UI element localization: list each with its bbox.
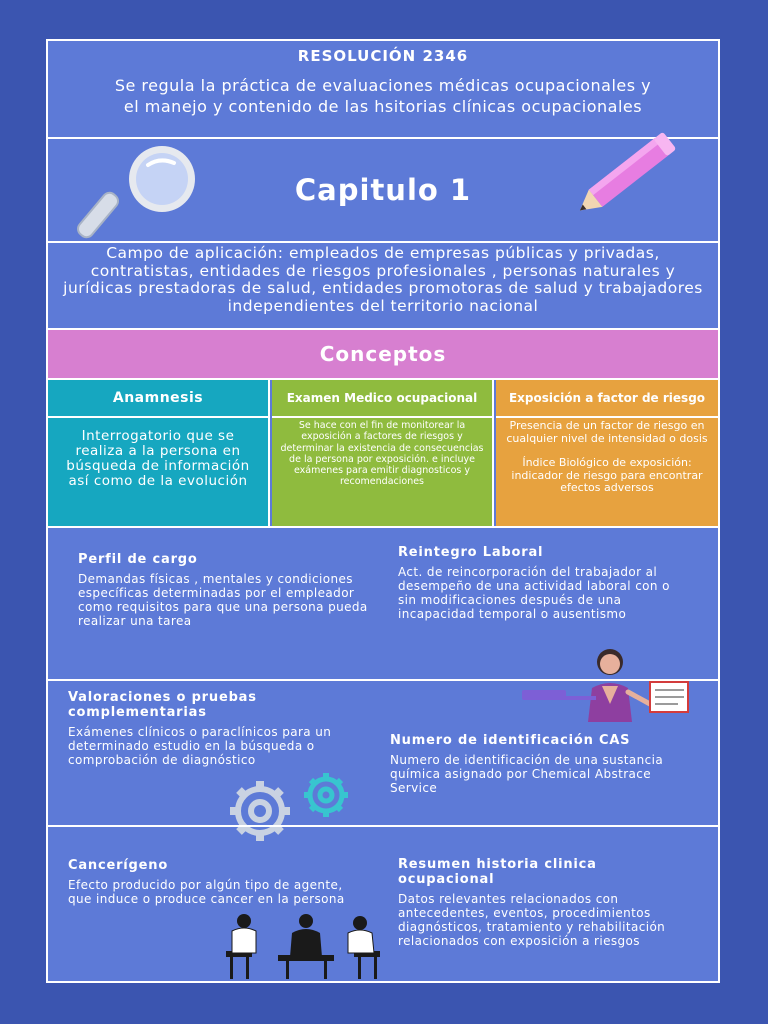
item-body: Numero de identificación de una sustancia química asignado por Chemical Abstrace Service	[390, 753, 664, 795]
item-title: Numero de identificación CAS	[390, 733, 631, 748]
concept-body-paragraph: Índice Biológico de exposición: indicador de riesgo para encontrar efectos adversos	[511, 456, 703, 495]
divider	[48, 241, 718, 243]
item-title: Perfil de cargo	[78, 552, 198, 567]
concept-body: Interrogatorio que se realiza a la persona en búsqueda de información así como de la evolución	[66, 428, 250, 489]
page-subtitle: Se regula la práctica de evaluaciones médicas ocupacionales y el manejo y contenido de las hsitorias clínicas ocupacionales	[114, 76, 652, 116]
item-perfil-de-cargo	[78, 552, 368, 628]
pencil-icon	[568, 123, 688, 233]
item-body: Efecto producido por algún tipo de agente, que induce o produce cancer en la persona	[68, 878, 345, 906]
concept-heading: Exposición a factor de riesgo	[496, 380, 718, 418]
concept-body-paragraph: Presencia de un factor de riesgo en cualquier nivel de intensidad o dosis	[506, 419, 708, 445]
divider	[48, 825, 718, 827]
item-numero-cas	[390, 733, 690, 795]
page-title: RESOLUCIÓN 2346	[297, 47, 469, 65]
concepts-title: Conceptos	[48, 330, 718, 378]
item-resumen-historia	[398, 857, 698, 948]
item-body: Act. de reincorporación del trabajador al desempeño de una actividad laboral con o sin modificaciones después de una incapacidad temporal o ausentismo	[398, 565, 670, 621]
item-title: Cancerígeno	[68, 858, 169, 873]
concept-anamnesis	[48, 380, 270, 526]
concept-body: Se hace con el fin de monitorear la exposición a factores de riesgos y determinar la existencia de consecuencias de la persona por exposición. e incluye exámenes para emitir diagnosticos y recomendaciones	[280, 420, 484, 488]
item-title: Reintegro Laboral	[398, 545, 544, 560]
gears-icon	[208, 769, 378, 845]
item-body: Datos relevantes relacionados con antecedentes, eventos, procedimientos diagnósticos, tratamiento y rehabilitación relacionados con exposición a riesgos	[398, 892, 666, 948]
infographic-panel	[46, 39, 720, 983]
item-body: Demandas físicas , mentales y condiciones específicas determinadas por el empleador como requisitos para que una persona pueda realizar una tarea	[78, 572, 368, 628]
divider	[48, 679, 718, 681]
woman-with-laptop-illustration	[518, 644, 708, 722]
concept-examen-medico	[272, 380, 494, 526]
item-title: Resumen historia clinica ocupacional	[398, 857, 597, 887]
scope-text: Campo de aplicación: empleados de empresas públicas y privadas, contratistas, entidades de riesgos profesionales , personas naturales y jurídicas prestadoras de salud, entidades promotoras de salud y trabajadores independientes del territorio nacional	[63, 244, 703, 315]
item-valoraciones	[68, 690, 368, 767]
item-reintegro-laboral	[398, 545, 673, 621]
divider	[48, 526, 718, 528]
item-cancerigeno	[68, 858, 368, 906]
concept-heading: Anamnesis	[48, 380, 268, 418]
chapter-title: Capitulo 1	[294, 173, 472, 207]
concept-exposicion	[496, 380, 718, 526]
people-meeting-illustration	[208, 911, 398, 981]
item-body: Exámenes clínicos o paraclínicos para un determinado estudio en la búsqueda o comprobación de diagnóstico	[68, 725, 332, 767]
concept-heading: Examen Medico ocupacional	[272, 380, 492, 418]
item-title: Valoraciones o pruebas complementarias	[68, 690, 257, 720]
concept-body	[496, 418, 718, 495]
